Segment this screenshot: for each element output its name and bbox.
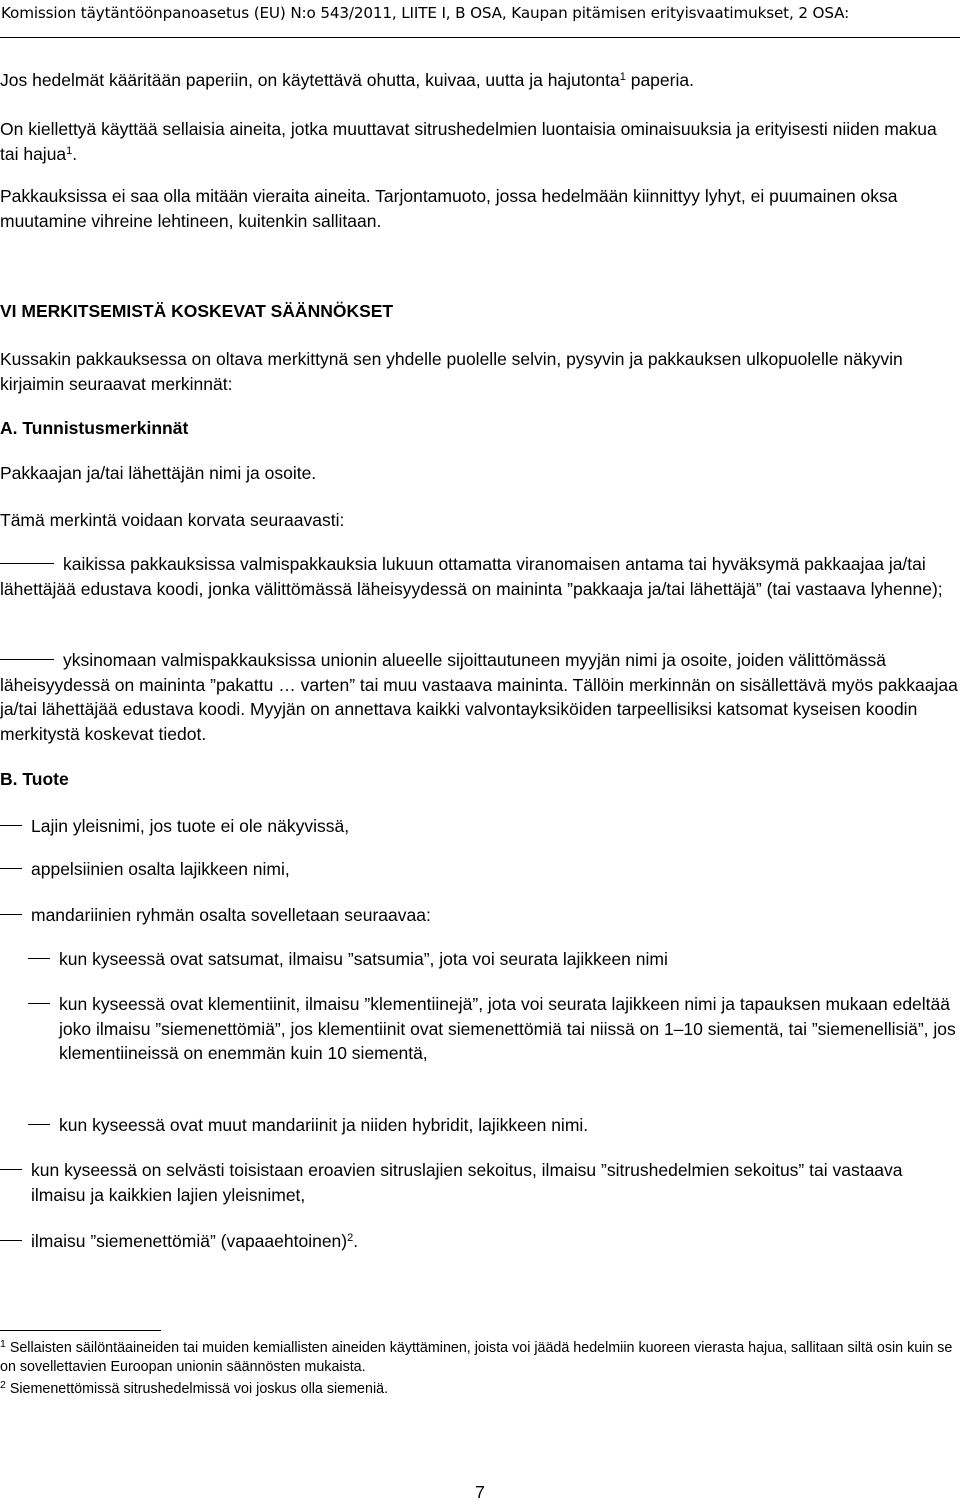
dash-bullet bbox=[0, 868, 22, 869]
list-item-text: yksinomaan valmispakkauksissa unionin alueelle sijoittautuneen myyjän nimi ja osoite, joiden välittömässä läheisyydessä on maininta ”pakattu … varten” tai muu vastaava maininta. Tällöin merkinnän on sisällettävä myös pakkaajaa ja/tai lähettäjää edustava koodi. Myyjän on annettava kaikki valvontayksiköiden tarpeellisiksi katsomat kyseisen koodin merkitystä koskevat tiedot. bbox=[0, 650, 958, 744]
footnote-ref: 2 bbox=[347, 1232, 354, 1244]
footnote-1 bbox=[0, 1339, 960, 1377]
list-item-text: kun kyseessä ovat muut mandariinit ja niiden hybridit, lajikkeen nimi. bbox=[59, 1115, 589, 1135]
dash-bullet bbox=[0, 825, 22, 826]
section-a-line1: Pakkaajan ja/tai lähettäjän nimi ja osoite. bbox=[0, 463, 317, 483]
list-item-text: ilmaisu ”siemenettömiä” (vapaaehtoinen) bbox=[31, 1231, 348, 1251]
paragraph-text: . bbox=[72, 143, 78, 164]
list-item-text: . bbox=[353, 1231, 359, 1251]
list-item-text: kun kyseessä ovat satsumat, ilmaisu ”satsumia”, jota voi seurata lajikkeen nimi bbox=[59, 949, 668, 969]
list-item-a1 bbox=[0, 552, 960, 601]
section-vi-heading: VI MERKITSEMISTÄ KOSKEVAT SÄÄNNÖKSET bbox=[0, 301, 394, 321]
list-item-b3 bbox=[0, 903, 960, 928]
list-subitem-1 bbox=[0, 947, 960, 972]
footnote-2 bbox=[0, 1380, 960, 1399]
list-item-text: kaikissa pakkauksissa valmispakkauksia lukuun ottamatta viranomaisen antama tai hyväksymä pakkaajaa ja/tai lähettäjää edustava koodi, jonka välittömässä läheisyydessä on maininta ”pakkaaja ja/tai lähettäjä” (tai vastaava lyhenne); bbox=[0, 554, 943, 599]
dash-bullet bbox=[0, 914, 22, 915]
list-item-b5 bbox=[0, 1229, 960, 1254]
list-item-a2 bbox=[0, 648, 960, 746]
list-subitem-3 bbox=[0, 1113, 960, 1138]
paragraph-text: paperia. bbox=[625, 70, 694, 90]
list-item-b1 bbox=[0, 814, 960, 839]
paragraph-wrapping-paper bbox=[0, 68, 960, 93]
paragraph-text: On kiellettyä käyttää sellaisia aineita, jotka muuttavat sitrushedelmien luontaisia ominaisuuksia ja erityisesti niiden makua tai hajua bbox=[0, 119, 937, 164]
list-item-b2 bbox=[0, 857, 960, 882]
page-number: 7 bbox=[475, 1482, 485, 1502]
section-vi-intro: Kussakin pakkauksessa on oltava merkittynä sen yhdelle puolelle selvin, pysyvin ja pakkauksen ulkopuolelle näkyvin kirjaimin seuraavat merkinnät: bbox=[0, 349, 903, 394]
list-item-b4 bbox=[0, 1158, 960, 1207]
footnote-separator bbox=[0, 1330, 161, 1331]
paragraph-forbidden-substances bbox=[0, 117, 960, 166]
document-header: Komission täytäntöönpanoasetus (EU) N:o 543/2011, LIITE I, B OSA, Kaupan pitämisen erityisvaatimukset, 2 OSA: bbox=[0, 0, 960, 38]
paragraph-foreign-matter: Pakkauksissa ei saa olla mitään vieraita aineita. Tarjontamuoto, jossa hedelmään kiinnittyy lyhyt, ei puumainen oksa muutamine vihreine lehtineen, kuitenkin sallitaan. bbox=[0, 186, 898, 231]
footnote-number: 1 bbox=[0, 1338, 6, 1350]
list-item-text: Lajin yleisnimi, jos tuote ei ole näkyvissä, bbox=[31, 816, 350, 836]
section-b-heading: B. Tuote bbox=[0, 769, 69, 789]
section-a-line2: Tämä merkintä voidaan korvata seuraavasti: bbox=[0, 510, 345, 530]
section-a-heading: A. Tunnistusmerkinnät bbox=[0, 418, 189, 438]
list-item-text: kun kyseessä ovat klementiinit, ilmaisu ”klementiinejä”, jota voi seurata lajikkeen nimi ja tapauksen mukaan edeltää joko ilmaisu ”siemenettömiä”, jos klementiinit ovat siemenettömiä tai niissä on 1–10 siementä, tai ”siemenellisiä”, jos klementiineissä on enemmän kuin 10 siementä, bbox=[59, 994, 956, 1063]
dash-bullet bbox=[0, 659, 54, 660]
dash-bullet bbox=[0, 563, 54, 564]
list-subitem-2 bbox=[0, 992, 960, 1066]
footnote-text: Sellaisten säilöntäaineiden tai muiden kemiallisten aineiden käyttäminen, joista voi jäädä hedelmiin kuoreen vierasta hajua, sallitaan siltä osin kuin se on sovellettavien Euroopan unionin säännösten mukaista. bbox=[0, 1340, 953, 1375]
footnote-text: Siemenettömissä sitrushedelmissä voi joskus olla siemeniä. bbox=[5, 1381, 389, 1397]
dash-bullet bbox=[0, 1169, 22, 1170]
dash-bullet bbox=[28, 1003, 50, 1004]
list-item-text: appelsiinien osalta lajikkeen nimi, bbox=[31, 859, 290, 879]
footnote-ref: 1 bbox=[66, 144, 73, 157]
footnote-number: 2 bbox=[0, 1379, 6, 1391]
list-item-text: kun kyseessä on selvästi toisistaan eroavien sitruslajien sekoitus, ilmaisu ”sitrushedelmien sekoitus” tai vastaava ilmaisu ja kaikkien lajien yleisnimet, bbox=[31, 1160, 903, 1205]
dash-bullet bbox=[28, 958, 50, 959]
paragraph-text: Jos hedelmät kääritään paperiin, on käytettävä ohutta, kuivaa, uutta ja hajutonta bbox=[0, 70, 620, 90]
list-item-text: mandariinien ryhmän osalta sovelletaan seuraavaa: bbox=[31, 905, 431, 925]
dash-bullet bbox=[28, 1124, 50, 1125]
dash-bullet bbox=[0, 1240, 22, 1241]
footnote-ref: 1 bbox=[619, 71, 626, 83]
